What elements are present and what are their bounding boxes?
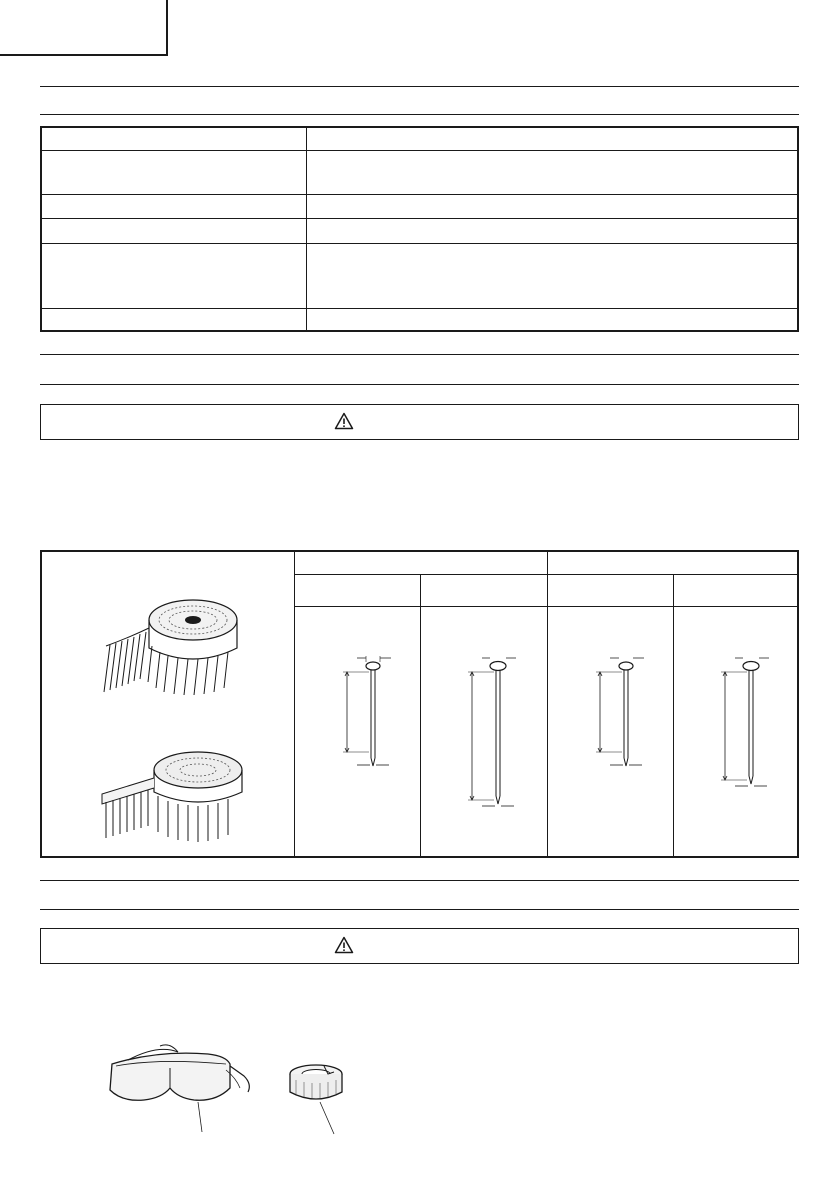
nail-table-divider [420,574,421,856]
spec-row [42,243,797,244]
spec-table [40,126,799,332]
section-rule-top [40,354,799,355]
nail-dimension-diagram [337,648,397,774]
spec-table-divider [306,128,307,330]
spec-row [42,150,797,151]
nail-table-divider [547,552,548,856]
warning-banner [40,928,799,964]
safety-glasses-icon [98,1044,258,1136]
wire-collated-coil-nails-icon [98,588,248,698]
nose-cap-icon [280,1060,360,1140]
nail-table-divider [673,574,674,856]
warning-triangle-icon [334,936,354,954]
plastic-collated-coil-nails-icon [98,740,248,848]
spec-row [42,218,797,219]
nail-dimension-diagram [590,648,650,774]
nail-dimension-diagram [715,648,775,794]
nail-table-divider [294,552,295,856]
section-rule-bottom [40,384,799,385]
spec-row [42,308,797,309]
section-rule-top [40,86,799,87]
warning-banner [40,404,799,440]
nail-table-header-line [294,574,797,575]
nail-table [40,550,799,858]
section-rule-top [40,880,799,881]
section-rule-bottom [40,114,799,115]
language-tab [0,0,168,56]
section-rule-bottom [40,909,799,910]
nail-dimension-diagram [462,648,522,814]
nail-table-header-line [294,606,797,607]
spec-row [42,194,797,195]
warning-triangle-icon [334,412,354,430]
